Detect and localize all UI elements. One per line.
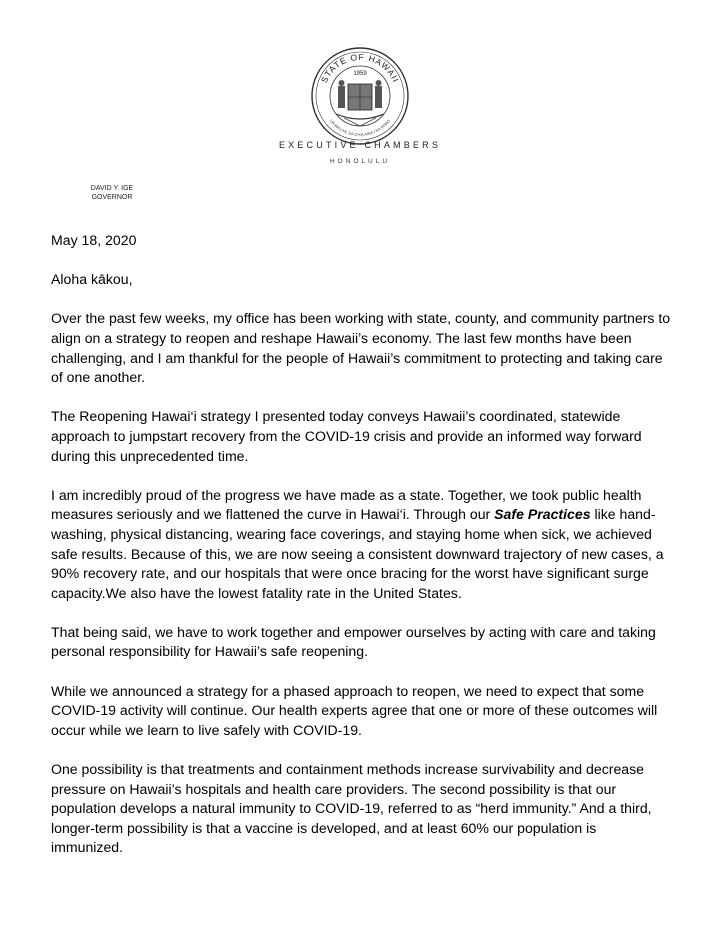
paragraph-5: While we announced a strategy for a phased approach to reopen, we need to expect that some COVID-19 activity will continue. Our health experts agree that one or more of these outcomes will occur while we learn to live safely with COVID-19.: [51, 682, 658, 738]
paragraph-1: Over the past few weeks, my office has been working with state, county, and community partners to align on a strategy to reopen and reshape Hawaii’s economy. The last few months have been challenging, and I am thankful for the people of Hawaii’s commitment to protecting and taking care of one another.: [51, 310, 671, 386]
paragraph-4: That being said, we have to work together and empower ourselves by acting with care and taking personal responsibility for Hawaii’s safe reopening.: [51, 623, 656, 660]
state-seal-icon: [310, 46, 410, 146]
office-city: HONOLULU: [329, 158, 391, 165]
seal-motto: UA MAU KE EA O KA AINA I KA PONO: [328, 118, 392, 138]
governor-block: [70, 184, 154, 202]
paragraph-3: [51, 486, 671, 604]
paragraph-2: The Reopening Hawai‘i strategy I presented today conveys Hawaii’s coordinated, statewide approach to jumpstart recovery from the COVID-19 crisis and provide an informed way forward during this unprecedented time.: [51, 408, 642, 464]
letter-date: May 18, 2020: [51, 232, 137, 248]
letter-body: [51, 231, 671, 878]
office-title: EXECUTIVE CHAMBERS: [278, 140, 442, 150]
governor-title: GOVERNOR: [91, 194, 133, 201]
letter-greeting: Aloha kākou,: [51, 271, 133, 288]
seal-year: 1959: [353, 71, 367, 77]
paragraph-3-end: like hand-washing, physical distancing, wearing face coverings, and staying home when sick, we achieved safe results. Because of this, we are now seeing a consistent downward trajectory of new cases, a 90% recovery rate, and our hospitals that were once bracing for the worst have significant surge capacity.We also have the lowest fatality rate in the United States.: [51, 506, 664, 601]
governor-name: DAVID Y. IGE: [90, 185, 134, 192]
paragraph-3-start: I am incredibly proud of the progress we have made as a state. Together, we took public health measures seriously and we flattened the curve in Hawai‘i. Through our: [51, 486, 642, 523]
safe-practices-emphasis: Safe Practices: [494, 506, 591, 523]
paragraph-6: One possibility is that treatments and containment methods increase survivability and decrease pressure on Hawaii’s hospitals and health care providers. The second possibility is that our population develops a natural immunity to COVID-19, referred to as “herd immunity.” And a third, longer-term possibility is that a vaccine is developed, and at least 60% our population is immunized.: [51, 761, 652, 856]
seal-ring-text: STATE OF HAWAII: [318, 51, 402, 85]
